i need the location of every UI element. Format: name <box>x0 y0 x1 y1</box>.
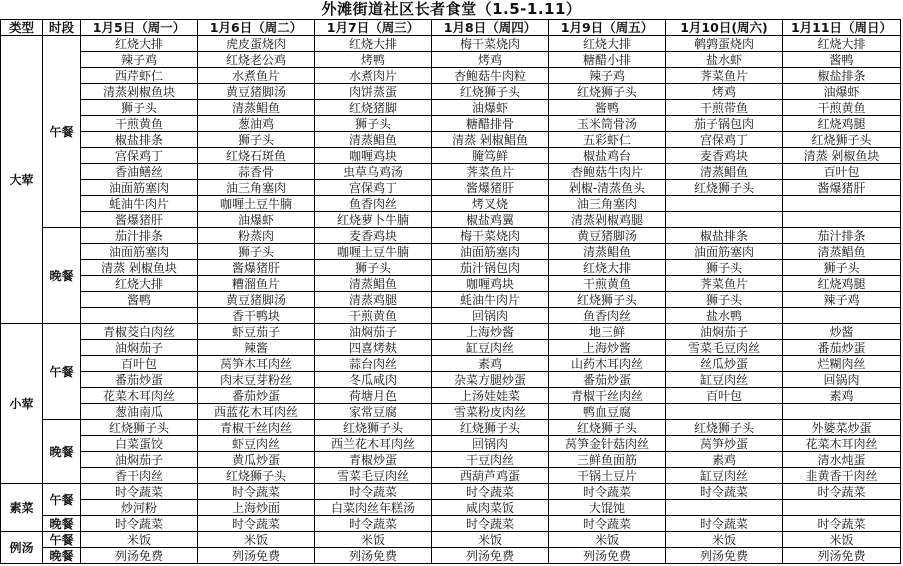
dish-cell: 茄汁锅包肉 <box>432 260 549 276</box>
dish-cell: 列汤免费 <box>783 548 901 564</box>
dish-cell: 列汤免费 <box>666 548 783 564</box>
dish-cell: 莴笋炒蛋 <box>666 436 783 452</box>
header-day: 1月7日（周三） <box>315 20 432 36</box>
dish-cell: 鱼香肉丝 <box>549 308 666 324</box>
dish-cell: 烤鸡 <box>666 84 783 100</box>
menu-table <box>0 19 901 564</box>
dish-cell: 红烧大排 <box>549 36 666 52</box>
dish-cell: 米饭 <box>198 532 315 548</box>
dish-cell: 黄豆猪脚汤 <box>198 84 315 100</box>
dish-cell: 油焖茄子 <box>81 340 198 356</box>
dish-cell: 番茄炒蛋 <box>549 372 666 388</box>
dish-cell: 荷塘月色 <box>315 388 432 404</box>
table-row <box>1 36 901 52</box>
table-row <box>1 532 901 548</box>
dish-cell: 三鲜鱼面筋 <box>549 452 666 468</box>
dish-cell: 列汤免费 <box>198 548 315 564</box>
dish-cell: 韭黄香干肉丝 <box>783 468 901 484</box>
dish-cell: 雪菜毛豆肉丝 <box>315 468 432 484</box>
dish-cell: 辣子鸡 <box>549 68 666 84</box>
table-row <box>1 324 901 340</box>
dish-cell: 红烧大排 <box>315 36 432 52</box>
dish-cell: 酱爆猪肝 <box>432 180 549 196</box>
dish-cell: 时令蔬菜 <box>666 516 783 532</box>
dish-cell: 红烧狮子头 <box>549 420 666 436</box>
dish-cell: 红烧老公鸡 <box>198 52 315 68</box>
dish-cell: 米饭 <box>783 532 901 548</box>
section-type: 素菜 <box>1 484 43 532</box>
table-row <box>1 244 901 260</box>
dish-cell: 回锅肉 <box>432 436 549 452</box>
dish-cell: 家常豆腐 <box>315 404 432 420</box>
dish-cell: 大馄饨 <box>549 500 666 516</box>
dish-cell: 干煎黄鱼 <box>783 100 901 116</box>
dish-cell: 清蒸鲳鱼 <box>315 132 432 148</box>
dish-cell: 狮子头 <box>198 132 315 148</box>
table-row <box>1 292 901 308</box>
dish-cell <box>783 212 901 228</box>
dish-cell: 红烧狮子头 <box>432 420 549 436</box>
dish-cell: 盐水虾 <box>666 52 783 68</box>
dish-cell: 油焖茄子 <box>315 324 432 340</box>
dish-cell: 椒盐排条 <box>783 68 901 84</box>
dish-cell: 清蒸剁椒鱼块 <box>81 84 198 100</box>
dish-cell: 茄汁排条 <box>81 228 198 244</box>
dish-cell: 雪菜毛豆肉丝 <box>666 340 783 356</box>
dish-cell <box>666 212 783 228</box>
table-row <box>1 516 901 532</box>
section-type: 例汤 <box>1 532 43 564</box>
dish-cell <box>666 196 783 212</box>
dish-cell: 白菜肉丝年糕汤 <box>315 500 432 516</box>
dish-cell: 杏鲍菇牛肉片 <box>549 164 666 180</box>
dish-cell: 茄子锅包肉 <box>666 116 783 132</box>
dish-cell: 外婆菜炒蛋 <box>783 420 901 436</box>
dish-cell: 狮子头 <box>81 100 198 116</box>
dish-cell: 油焖茄子 <box>81 452 198 468</box>
dish-cell: 烤叉烧 <box>432 196 549 212</box>
dish-cell: 清蒸鲳鱼 <box>666 164 783 180</box>
dish-cell: 炒酱 <box>783 324 901 340</box>
dish-cell: 荠菜鱼片 <box>432 164 549 180</box>
dish-cell: 烤鸡 <box>432 52 549 68</box>
dish-cell: 清蒸剁椒鸡腿 <box>549 212 666 228</box>
dish-cell: 红烧狮子头 <box>198 468 315 484</box>
table-row <box>1 148 901 164</box>
dish-cell: 酱爆猪肝 <box>198 260 315 276</box>
dish-cell: 红烧狮子头 <box>432 84 549 100</box>
dish-cell: 红烧鸡腿 <box>783 116 901 132</box>
dish-cell: 西芹虾仁 <box>81 68 198 84</box>
header-day: 1月9日（周五） <box>549 20 666 36</box>
table-row <box>1 212 901 228</box>
dish-cell: 虎皮蛋烧肉 <box>198 36 315 52</box>
dish-cell: 黄豆猪脚汤 <box>549 228 666 244</box>
dish-cell: 椒盐鸡翼 <box>432 212 549 228</box>
table-row <box>1 228 901 244</box>
dish-cell: 梅干菜烧肉 <box>432 228 549 244</box>
dish-cell: 清蒸鲳鱼 <box>198 100 315 116</box>
dish-cell: 上海炒酱 <box>549 340 666 356</box>
dish-cell: 虾豆肉丝 <box>198 436 315 452</box>
dish-cell: 红烧狮子头 <box>315 420 432 436</box>
dish-cell: 辣子鸡 <box>81 52 198 68</box>
dish-cell: 鱼香肉丝 <box>315 196 432 212</box>
dish-cell: 时令蔬菜 <box>81 484 198 500</box>
dish-cell: 列汤免费 <box>549 548 666 564</box>
dish-cell: 米饭 <box>315 532 432 548</box>
dish-cell: 冬瓜咸肉 <box>315 372 432 388</box>
meal-label: 晚餐 <box>43 548 81 564</box>
dish-cell: 咖喱鸡块 <box>315 148 432 164</box>
dish-cell: 清水炖蛋 <box>783 452 901 468</box>
dish-cell: 雪菜粉皮肉丝 <box>432 404 549 420</box>
dish-cell: 肉饼蒸蛋 <box>315 84 432 100</box>
dish-cell: 时令蔬菜 <box>315 484 432 500</box>
dish-cell: 红烧狮子头 <box>783 132 901 148</box>
table-row <box>1 484 901 500</box>
dish-cell: 香干肉丝 <box>81 468 198 484</box>
dish-cell: 米饭 <box>549 532 666 548</box>
header-row <box>1 20 901 36</box>
dish-cell: 咖喱土豆牛腩 <box>315 244 432 260</box>
dish-cell: 虫草乌鸡汤 <box>315 164 432 180</box>
dish-cell: 糟溜鱼片 <box>198 276 315 292</box>
dish-cell: 番茄炒蛋 <box>81 372 198 388</box>
dish-cell: 地三鲜 <box>549 324 666 340</box>
dish-cell: 红烧石斑鱼 <box>198 148 315 164</box>
table-row <box>1 164 901 180</box>
dish-cell: 百叶包 <box>783 164 901 180</box>
header-type: 类型 <box>1 20 43 36</box>
dish-cell: 百叶包 <box>81 356 198 372</box>
section-type: 小荤 <box>1 324 43 484</box>
table-row <box>1 180 901 196</box>
dish-cell: 腌笃鲜 <box>432 148 549 164</box>
dish-cell: 番茄炒蛋 <box>198 388 315 404</box>
dish-cell: 红烧狮子头 <box>549 84 666 100</box>
dish-cell: 油面筋塞肉 <box>81 180 198 196</box>
dish-cell: 番茄炒蛋 <box>783 340 901 356</box>
dish-cell: 回锅肉 <box>432 308 549 324</box>
header-day: 1月11日（周日） <box>783 20 901 36</box>
dish-cell: 油爆虾 <box>783 84 901 100</box>
dish-cell: 缸豆肉丝 <box>666 372 783 388</box>
dish-cell: 水煮鱼片 <box>198 68 315 84</box>
dish-cell <box>783 500 901 516</box>
dish-cell: 上海炒酱 <box>432 324 549 340</box>
dish-cell: 肉末豆芽粉丝 <box>198 372 315 388</box>
dish-cell: 狮子头 <box>315 260 432 276</box>
dish-cell: 狮子头 <box>783 260 901 276</box>
dish-cell: 干煎黄鱼 <box>81 116 198 132</box>
dish-cell: 西蓝花木耳肉丝 <box>198 404 315 420</box>
dish-cell: 米饭 <box>666 532 783 548</box>
dish-cell: 糖醋排骨 <box>432 116 549 132</box>
dish-cell: 青椒干丝肉丝 <box>198 420 315 436</box>
dish-cell: 红烧狮子头 <box>666 420 783 436</box>
dish-cell: 狮子头 <box>666 292 783 308</box>
dish-cell: 白菜蛋饺 <box>81 436 198 452</box>
dish-cell: 红烧猪脚 <box>315 100 432 116</box>
dish-cell: 时令蔬菜 <box>81 516 198 532</box>
dish-cell: 椒盐排条 <box>81 132 198 148</box>
dish-cell: 辣子鸡 <box>783 292 901 308</box>
dish-cell: 葱油南瓜 <box>81 404 198 420</box>
table-row <box>1 308 901 324</box>
dish-cell: 红烧鸡腿 <box>783 276 901 292</box>
table-row <box>1 388 901 404</box>
dish-cell: 酱鸭 <box>549 100 666 116</box>
dish-cell: 咖喱鸡块 <box>432 276 549 292</box>
dish-cell: 回锅肉 <box>783 372 901 388</box>
table-row <box>1 452 901 468</box>
dish-cell: 荠菜鱼片 <box>666 68 783 84</box>
table-row <box>1 276 901 292</box>
dish-cell <box>783 308 901 324</box>
dish-cell: 时令蔬菜 <box>198 516 315 532</box>
dish-cell: 红烧狮子头 <box>81 420 198 436</box>
meal-label: 午餐 <box>43 532 81 548</box>
dish-cell: 山药木耳肉丝 <box>549 356 666 372</box>
dish-cell: 清蒸鲳鱼 <box>315 276 432 292</box>
dish-cell: 宫保鸡丁 <box>666 132 783 148</box>
dish-cell: 米饭 <box>432 532 549 548</box>
table-row <box>1 84 901 100</box>
dish-cell: 烤鸭 <box>315 52 432 68</box>
table-row <box>1 116 901 132</box>
dish-cell: 粉蒸肉 <box>198 228 315 244</box>
dish-cell: 干煎黄鱼 <box>315 308 432 324</box>
dish-cell <box>81 308 198 324</box>
dish-cell: 时令蔬菜 <box>666 484 783 500</box>
dish-cell: 时令蔬菜 <box>198 484 315 500</box>
dish-cell <box>666 500 783 516</box>
dish-cell: 青椒炒蛋 <box>315 452 432 468</box>
dish-cell: 红烧狮子头 <box>549 292 666 308</box>
dish-cell: 狮子头 <box>315 116 432 132</box>
dish-cell: 咖喱土豆牛腩 <box>198 196 315 212</box>
dish-cell: 蒜台肉丝 <box>315 356 432 372</box>
dish-cell: 红烧大排 <box>783 36 901 52</box>
dish-cell: 蚝油牛肉片 <box>81 196 198 212</box>
dish-cell <box>783 404 901 420</box>
dish-cell: 列汤免费 <box>81 548 198 564</box>
dish-cell: 红烧大排 <box>549 260 666 276</box>
header-day: 1月8日（周四） <box>432 20 549 36</box>
dish-cell: 梅干菜烧肉 <box>432 36 549 52</box>
dish-cell: 米饭 <box>81 532 198 548</box>
dish-cell: 咸肉菜饭 <box>432 500 549 516</box>
dish-cell: 油焖茄子 <box>666 324 783 340</box>
dish-cell: 剁椒-清蒸鱼头 <box>549 180 666 196</box>
dish-cell: 上海炒面 <box>198 500 315 516</box>
dish-cell: 油面筋塞肉 <box>432 244 549 260</box>
dish-cell: 狮子头 <box>666 260 783 276</box>
dish-cell: 宫保鸡丁 <box>81 148 198 164</box>
meal-label: 晚餐 <box>43 516 81 532</box>
dish-cell: 时令蔬菜 <box>549 516 666 532</box>
dish-cell: 时令蔬菜 <box>432 484 549 500</box>
dish-cell: 玉米筒骨汤 <box>549 116 666 132</box>
dish-cell: 莴笋金针菇肉丝 <box>549 436 666 452</box>
dish-cell: 香干鸭块 <box>198 308 315 324</box>
meal-label: 午餐 <box>43 36 81 228</box>
table-row <box>1 436 901 452</box>
dish-cell: 列汤免费 <box>315 548 432 564</box>
dish-cell: 红烧狮子头 <box>666 180 783 196</box>
dish-cell: 青椒茭白肉丝 <box>81 324 198 340</box>
dish-cell: 油面筋塞肉 <box>666 244 783 260</box>
dish-cell: 鹌鹑蛋烧肉 <box>666 36 783 52</box>
dish-cell: 缸豆肉丝 <box>666 468 783 484</box>
dish-cell: 干煎带鱼 <box>666 100 783 116</box>
dish-cell: 蒜香骨 <box>198 164 315 180</box>
dish-cell: 酱爆猪肝 <box>81 212 198 228</box>
table-row <box>1 260 901 276</box>
dish-cell: 清蒸鲳鱼 <box>783 244 901 260</box>
dish-cell: 香油鳝丝 <box>81 164 198 180</box>
section-type: 大荤 <box>1 36 43 324</box>
dish-cell: 黄瓜炒蛋 <box>198 452 315 468</box>
dish-cell: 油三角塞肉 <box>549 196 666 212</box>
header-meal: 时段 <box>43 20 81 36</box>
header-day: 1月6日（周二） <box>198 20 315 36</box>
dish-cell: 素鸡 <box>432 356 549 372</box>
dish-cell: 烂糊肉丝 <box>783 356 901 372</box>
dish-cell: 清蒸鲳鱼 <box>549 244 666 260</box>
meal-label: 午餐 <box>43 484 81 516</box>
dish-cell: 时令蔬菜 <box>783 484 901 500</box>
dish-cell: 时令蔬菜 <box>432 516 549 532</box>
dish-cell: 糖醋小排 <box>549 52 666 68</box>
dish-cell: 清蒸 剁椒鱼块 <box>81 260 198 276</box>
dish-cell <box>666 404 783 420</box>
dish-cell: 椒盐排条 <box>666 228 783 244</box>
dish-cell: 椒盐鸡台 <box>549 148 666 164</box>
header-day: 1月10日(周六) <box>666 20 783 36</box>
menu-sheet <box>0 19 900 565</box>
table-row <box>1 548 901 564</box>
dish-cell: 油爆虾 <box>198 212 315 228</box>
dish-cell: 酱鸭 <box>783 52 901 68</box>
dish-cell: 葱油鸡 <box>198 116 315 132</box>
dish-cell: 干锅土豆片 <box>549 468 666 484</box>
meal-label: 晚餐 <box>43 420 81 484</box>
dish-cell: 清蒸 剁椒鲳鱼 <box>432 132 549 148</box>
dish-cell: 鸭血豆腐 <box>549 404 666 420</box>
dish-cell: 狮子头 <box>198 244 315 260</box>
dish-cell: 油爆虾 <box>432 100 549 116</box>
dish-cell: 干煎黄鱼 <box>549 276 666 292</box>
dish-cell: 酱鸭 <box>81 292 198 308</box>
dish-cell: 缸豆肉丝 <box>432 340 549 356</box>
table-row <box>1 340 901 356</box>
dish-cell: 莴笋木耳肉丝 <box>198 356 315 372</box>
dish-cell: 酱爆猪肝 <box>783 180 901 196</box>
dish-cell <box>783 196 901 212</box>
dish-cell: 炒河粉 <box>81 500 198 516</box>
table-row <box>1 196 901 212</box>
dish-cell: 花菜木耳肉丝 <box>81 388 198 404</box>
dish-cell: 杏鲍菇牛肉粒 <box>432 68 549 84</box>
dish-cell: 西兰花木耳肉丝 <box>315 436 432 452</box>
header-day: 1月5日（周一） <box>81 20 198 36</box>
dish-cell: 蚝油牛肉片 <box>432 292 549 308</box>
dish-cell: 时令蔬菜 <box>315 516 432 532</box>
dish-cell: 红烧大排 <box>81 276 198 292</box>
table-row <box>1 404 901 420</box>
table-row <box>1 132 901 148</box>
table-row <box>1 100 901 116</box>
dish-cell: 素鸡 <box>783 388 901 404</box>
dish-cell: 列汤免费 <box>432 548 549 564</box>
dish-cell: 茄汁排条 <box>783 228 901 244</box>
table-row <box>1 420 901 436</box>
dish-cell: 时令蔬菜 <box>549 484 666 500</box>
dish-cell: 清蒸 剁椒鱼块 <box>783 148 901 164</box>
dish-cell: 丝瓜炒蛋 <box>666 356 783 372</box>
dish-cell: 杂菜方腿炒蛋 <box>432 372 549 388</box>
dish-cell: 宫保鸡丁 <box>315 180 432 196</box>
dish-cell: 干豆肉丝 <box>432 452 549 468</box>
table-row <box>1 468 901 484</box>
dish-cell: 盐水鸭 <box>666 308 783 324</box>
dish-cell: 西葫芦鸡蛋 <box>432 468 549 484</box>
dish-cell: 红烧大排 <box>81 36 198 52</box>
dish-cell: 黄豆猪脚汤 <box>198 292 315 308</box>
table-row <box>1 372 901 388</box>
dish-cell: 清蒸鸡腿 <box>315 292 432 308</box>
dish-cell: 麦香鸡块 <box>666 148 783 164</box>
meal-label: 晚餐 <box>43 228 81 324</box>
dish-cell: 素鸡 <box>666 452 783 468</box>
table-row <box>1 356 901 372</box>
table-row <box>1 52 901 68</box>
table-row <box>1 500 901 516</box>
page-title: 外滩街道社区长者食堂（1.5-1.11） <box>321 0 582 18</box>
dish-cell: 辣酱 <box>198 340 315 356</box>
dish-cell: 荠菜鱼片 <box>666 276 783 292</box>
dish-cell: 百叶包 <box>666 388 783 404</box>
dish-cell: 红烧萝卜牛腩 <box>315 212 432 228</box>
dish-cell: 麦香鸡块 <box>315 228 432 244</box>
dish-cell: 油面筋塞肉 <box>81 244 198 260</box>
dish-cell: 水煮肉片 <box>315 68 432 84</box>
meal-label: 午餐 <box>43 324 81 420</box>
table-row <box>1 68 901 84</box>
dish-cell: 上汤娃娃菜 <box>432 388 549 404</box>
dish-cell: 时令蔬菜 <box>783 516 901 532</box>
dish-cell: 虾豆茄子 <box>198 324 315 340</box>
dish-cell: 青椒干丝肉丝 <box>549 388 666 404</box>
dish-cell: 油三角塞肉 <box>198 180 315 196</box>
dish-cell: 花菜木耳肉丝 <box>783 436 901 452</box>
dish-cell: 四喜烤麸 <box>315 340 432 356</box>
dish-cell: 五彩虾仁 <box>549 132 666 148</box>
